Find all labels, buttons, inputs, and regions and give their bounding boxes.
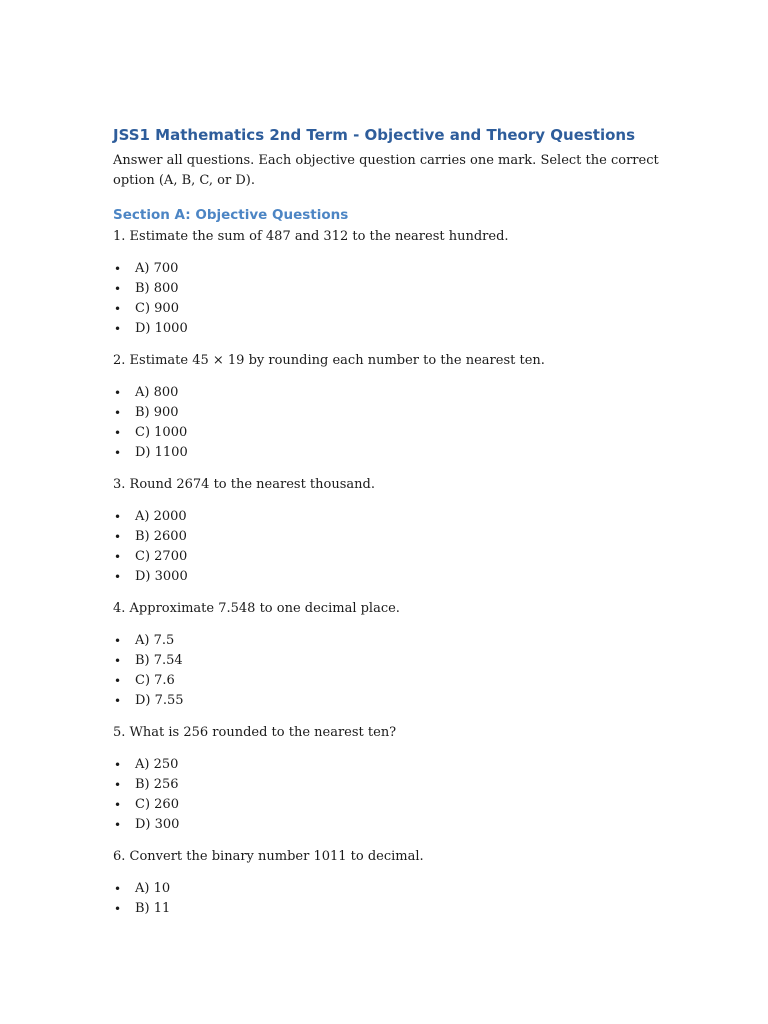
bullet-icon: •	[114, 902, 122, 916]
bullet-icon: •	[114, 262, 122, 276]
bullet-icon: •	[114, 882, 122, 896]
option-label: A) 250	[135, 757, 179, 772]
bullet-icon: •	[114, 530, 122, 544]
option-label: C) 2700	[135, 549, 188, 564]
document-page	[113, 124, 673, 931]
option-item	[113, 547, 673, 567]
option-item	[113, 899, 673, 919]
option-label: D) 300	[135, 817, 180, 832]
option-item	[113, 383, 673, 403]
question-text: 5. What is 256 rounded to the nearest ten?	[113, 725, 397, 740]
question-text: 4. Approximate 7.548 to one decimal place.	[113, 601, 400, 616]
question-list	[113, 227, 673, 919]
option-item	[113, 403, 673, 423]
option-item	[113, 527, 673, 547]
option-label: A) 800	[135, 385, 179, 400]
option-list	[113, 879, 673, 919]
option-label: B) 900	[135, 405, 179, 420]
bullet-icon: •	[114, 634, 122, 648]
option-item	[113, 651, 673, 671]
option-item	[113, 879, 673, 899]
question-4	[113, 599, 673, 711]
question-3	[113, 475, 673, 587]
option-item	[113, 795, 673, 815]
question-text: 2. Estimate 45 × 19 by rounding each number to the nearest ten.	[113, 353, 545, 368]
option-list	[113, 383, 673, 463]
option-item	[113, 423, 673, 443]
option-label: C) 260	[135, 797, 179, 812]
option-list	[113, 259, 673, 339]
section-a-heading: Section A: Objective Questions	[113, 207, 349, 223]
option-label: A) 2000	[135, 509, 187, 524]
option-list	[113, 755, 673, 835]
option-label: D) 3000	[135, 569, 188, 584]
option-label: B) 7.54	[135, 653, 183, 668]
option-item	[113, 279, 673, 299]
option-item	[113, 671, 673, 691]
bullet-icon: •	[114, 654, 122, 668]
bullet-icon: •	[114, 322, 122, 336]
question-6	[113, 847, 673, 919]
option-item	[113, 755, 673, 775]
option-list	[113, 631, 673, 711]
option-item	[113, 631, 673, 651]
option-label: B) 2600	[135, 529, 187, 544]
bullet-icon: •	[114, 446, 122, 460]
question-text: 3. Round 2674 to the nearest thousand.	[113, 477, 375, 492]
bullet-icon: •	[114, 386, 122, 400]
option-label: C) 1000	[135, 425, 188, 440]
question-5	[113, 723, 673, 835]
option-label: A) 700	[135, 261, 179, 276]
bullet-icon: •	[114, 302, 122, 316]
question-text: 1. Estimate the sum of 487 and 312 to the nearest hundred.	[113, 229, 509, 244]
bullet-icon: •	[114, 674, 122, 688]
bullet-icon: •	[114, 570, 122, 584]
bullet-icon: •	[114, 818, 122, 832]
bullet-icon: •	[114, 798, 122, 812]
document-title: JSS1 Mathematics 2nd Term - Objective and Theory Questions	[113, 126, 636, 144]
option-item	[113, 299, 673, 319]
option-label: D) 7.55	[135, 693, 184, 708]
option-label: C) 7.6	[135, 673, 175, 688]
bullet-icon: •	[114, 694, 122, 708]
bullet-icon: •	[114, 406, 122, 420]
option-label: B) 256	[135, 777, 179, 792]
option-label: B) 11	[135, 901, 171, 916]
option-label: D) 1000	[135, 321, 188, 336]
bullet-icon: •	[114, 758, 122, 772]
bullet-icon: •	[114, 426, 122, 440]
option-item	[113, 319, 673, 339]
bullet-icon: •	[114, 282, 122, 296]
option-item	[113, 567, 673, 587]
bullet-icon: •	[114, 778, 122, 792]
question-2	[113, 351, 673, 463]
option-item	[113, 691, 673, 711]
option-item	[113, 815, 673, 835]
bullet-icon: •	[114, 510, 122, 524]
option-label: A) 7.5	[135, 633, 175, 648]
option-item	[113, 507, 673, 527]
option-label: D) 1100	[135, 445, 188, 460]
instructions-text: Answer all questions. Each objective question carries one mark. Select the correct option (A, B, C, or D).	[113, 153, 659, 188]
option-label: B) 800	[135, 281, 179, 296]
question-1	[113, 227, 673, 339]
option-list	[113, 507, 673, 587]
option-label: C) 900	[135, 301, 179, 316]
option-item	[113, 443, 673, 463]
option-item	[113, 775, 673, 795]
option-item	[113, 259, 673, 279]
question-text: 6. Convert the binary number 1011 to decimal.	[113, 849, 424, 864]
option-label: A) 10	[135, 881, 171, 896]
bullet-icon: •	[114, 550, 122, 564]
